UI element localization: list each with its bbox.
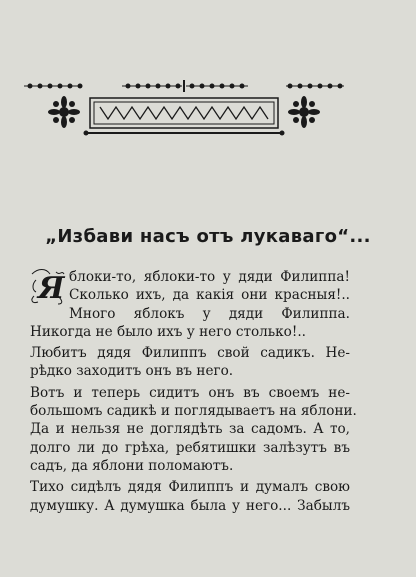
body-text — [30, 268, 357, 515]
text-line: Тихо сидѣлъ дядя Филиппъ и думалъ свою — [30, 479, 350, 496]
text-line: садъ, да яблони поломаютъ. — [30, 457, 234, 474]
text-line: Любитъ дядя Филиппъ свой садикъ. Не- — [30, 345, 350, 362]
text-line: Вотъ и теперь сидитъ онъ въ своемъ не- — [30, 384, 350, 401]
text-line: думушку. А думушка была у него... Забылъ — [30, 497, 350, 514]
text-line: Сколько ихъ, да какія они красныя!.. — [69, 287, 350, 304]
text-line: Много яблокъ у дяди Филиппа. — [69, 305, 350, 322]
text-line: долго ли до грѣха, ребятишки залѣзутъ въ — [30, 439, 350, 456]
ornamental-headpiece — [22, 76, 346, 138]
text-line: блоки-то, яблоки-то у дяди Филиппа! — [69, 269, 350, 285]
text-line: Да и нельзя не доглядѣть за садомъ. А то, — [30, 421, 350, 438]
text-line: Никогда не было ихъ у него столько!.. — [30, 323, 306, 340]
text-line: большомъ садикѣ и поглядываетъ на яблони. — [30, 403, 357, 420]
svg-text:Я: Я — [38, 271, 65, 306]
text-line: рѣдко заходитъ онъ въ него. — [30, 363, 234, 380]
chapter-title: „Избави насъ отъ лукаваго“... — [45, 226, 371, 247]
decorated-drop-cap — [28, 266, 66, 306]
